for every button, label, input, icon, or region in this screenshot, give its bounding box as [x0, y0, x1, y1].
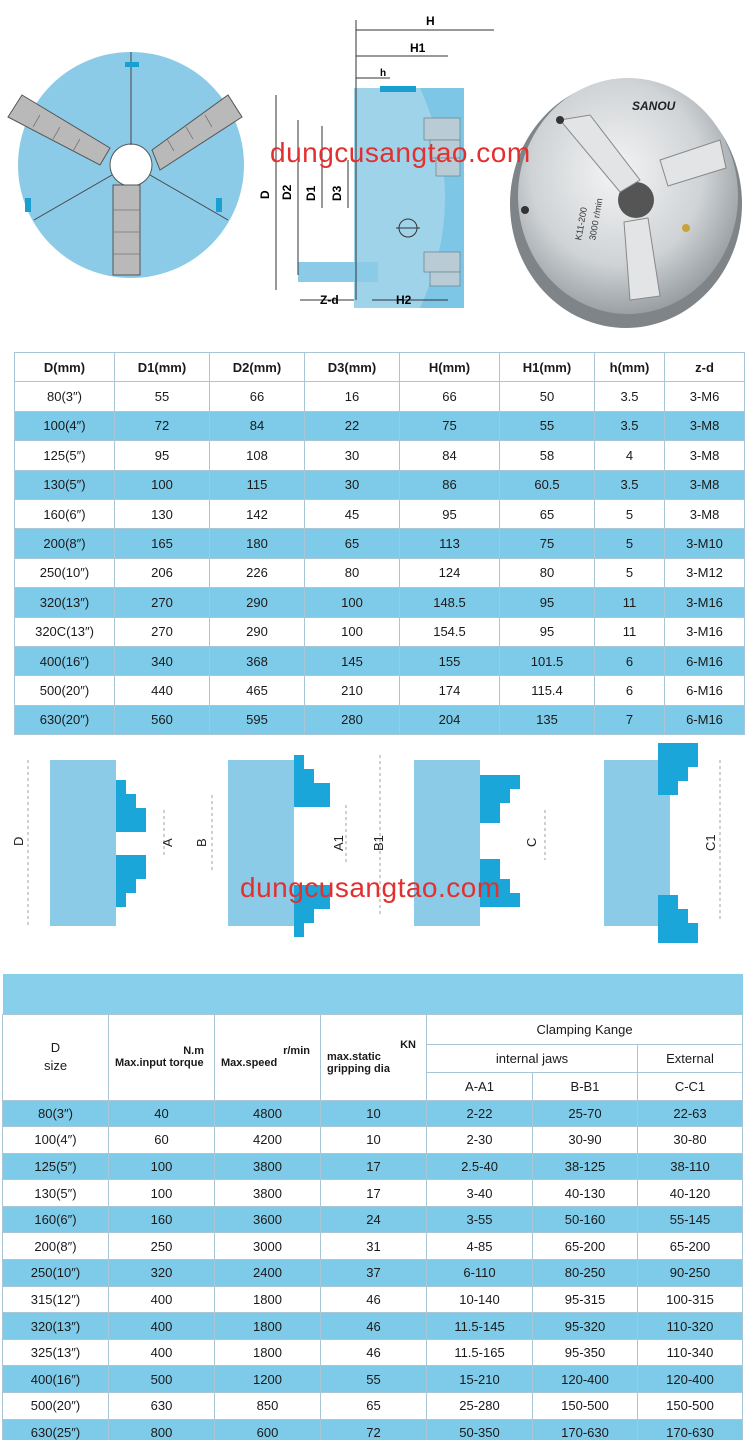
- table-cell: 15-210: [427, 1366, 533, 1393]
- header-grip-unit: KN: [400, 1039, 416, 1051]
- table-cell: 120-400: [638, 1366, 743, 1393]
- table-row: [15, 529, 745, 558]
- table-cell: 95-350: [533, 1339, 638, 1366]
- header-torque-unit: N.m: [183, 1045, 204, 1057]
- table-cell: 3800: [215, 1153, 321, 1180]
- table-cell: 6-M16: [665, 676, 745, 705]
- jaw-label-C1: C1: [703, 834, 718, 851]
- table-cell: 120-400: [533, 1366, 638, 1393]
- table-cell: 65-200: [533, 1233, 638, 1260]
- table-cell: 40: [109, 1100, 215, 1127]
- table-cell: 100-315: [638, 1286, 743, 1313]
- table-cell: 84: [400, 441, 500, 470]
- header-clamping-range: Clamping Kange: [427, 1014, 743, 1044]
- table-cell: 66: [210, 382, 305, 411]
- table-cell: 200(8″): [15, 529, 115, 558]
- table-cell: 3.5: [595, 411, 665, 440]
- table-row: [15, 705, 745, 734]
- table-cell: 340: [115, 646, 210, 675]
- table-row: [15, 499, 745, 528]
- table-row: [15, 617, 745, 646]
- table-cell: 6: [595, 676, 665, 705]
- table-cell: 46: [321, 1339, 427, 1366]
- jaw-label-A: A: [160, 838, 175, 847]
- table-cell: 30: [305, 470, 400, 499]
- table-cell: 7: [595, 705, 665, 734]
- table-cell: 400: [109, 1339, 215, 1366]
- table-cell: 440: [115, 676, 210, 705]
- table-cell: 150-500: [533, 1393, 638, 1420]
- table-cell: 110-340: [638, 1339, 743, 1366]
- table-cell: 125(5″): [3, 1153, 109, 1180]
- table-cell: 2-30: [427, 1127, 533, 1154]
- table-row: [3, 1233, 743, 1260]
- jaw-label-B: B: [194, 838, 209, 847]
- table-cell: 95-315: [533, 1286, 638, 1313]
- table-cell: 174: [400, 676, 500, 705]
- table-cell: 10-140: [427, 1286, 533, 1313]
- table-cell: 368: [210, 646, 305, 675]
- table-cell: 40-120: [638, 1180, 743, 1207]
- table-cell: 160(6″): [3, 1206, 109, 1233]
- table-cell: 320C(13″): [15, 617, 115, 646]
- dim-label-H1: H1: [410, 41, 426, 55]
- jaw-label-D: D: [11, 836, 26, 846]
- header-torque: [109, 1014, 215, 1100]
- table-cell: 95: [400, 499, 500, 528]
- table-cell: 3-M8: [665, 411, 745, 440]
- table-cell: 180: [210, 529, 305, 558]
- table-cell: 3-M16: [665, 617, 745, 646]
- watermark-middle: dungcusangtao.com: [240, 872, 501, 903]
- table-cell: 400: [109, 1313, 215, 1340]
- table-cell: 320(13″): [15, 588, 115, 617]
- dim-label-h: h: [380, 68, 387, 79]
- table-cell: 4-85: [427, 1233, 533, 1260]
- table-cell: 500: [109, 1366, 215, 1393]
- table-cell: 165: [115, 529, 210, 558]
- table-cell: 400: [109, 1286, 215, 1313]
- table-cell: 148.5: [400, 588, 500, 617]
- table-cell: 80: [500, 558, 595, 587]
- table-cell: 65: [500, 499, 595, 528]
- table-cell: 100: [109, 1180, 215, 1207]
- table-cell: 630(20″): [15, 705, 115, 734]
- table-cell: 10: [321, 1127, 427, 1154]
- table-row: [3, 1127, 743, 1154]
- table-cell: 850: [215, 1393, 321, 1420]
- table-row: [3, 1260, 743, 1287]
- clamp-header-row-1: [3, 1014, 743, 1044]
- header-speed: [215, 1014, 321, 1100]
- spec-header-cell: H1(mm): [500, 353, 595, 382]
- chuck-engraving-2: 3000 r/min: [587, 197, 605, 242]
- table-cell: 86: [400, 470, 500, 499]
- header-a-a1: A-A1: [427, 1072, 533, 1100]
- table-cell: 1800: [215, 1286, 321, 1313]
- spec-table-body: [15, 382, 745, 735]
- table-cell: 10: [321, 1100, 427, 1127]
- table-row: [15, 646, 745, 675]
- table-cell: 250(10″): [3, 1260, 109, 1287]
- table-row: [15, 441, 745, 470]
- table-cell: 800: [109, 1419, 215, 1440]
- table-cell: 3.5: [595, 470, 665, 499]
- table-cell: 270: [115, 588, 210, 617]
- table-cell: 17: [321, 1180, 427, 1207]
- table-cell: 80-250: [533, 1260, 638, 1287]
- jaw-label-B1: B1: [371, 835, 386, 851]
- dim-label-D1: D1: [304, 185, 318, 201]
- table-cell: 11: [595, 617, 665, 646]
- table-cell: 3-40: [427, 1180, 533, 1207]
- table-cell: 154.5: [400, 617, 500, 646]
- table-cell: 11: [595, 588, 665, 617]
- spec-header-cell: H(mm): [400, 353, 500, 382]
- table-cell: 30: [305, 441, 400, 470]
- clamp-table: [2, 974, 743, 1440]
- table-cell: 160: [109, 1206, 215, 1233]
- table-cell: 100: [115, 470, 210, 499]
- table-cell: 46: [321, 1286, 427, 1313]
- table-cell: 115: [210, 470, 305, 499]
- table-cell: 80(3″): [15, 382, 115, 411]
- table-cell: 170-630: [638, 1419, 743, 1440]
- header-grip-label: max.static gripping dia: [327, 1051, 390, 1075]
- table-cell: 5: [595, 558, 665, 587]
- table-cell: 3-55: [427, 1206, 533, 1233]
- table-cell: 500(20″): [3, 1393, 109, 1420]
- table-cell: 100(4″): [15, 411, 115, 440]
- chuck-front-view: [8, 52, 244, 278]
- table-cell: 100(4″): [3, 1127, 109, 1154]
- table-cell: 45: [305, 499, 400, 528]
- table-cell: 125(5″): [15, 441, 115, 470]
- table-cell: 250(10″): [15, 558, 115, 587]
- table-cell: 3-M8: [665, 499, 745, 528]
- table-cell: 101.5: [500, 646, 595, 675]
- top-drawings: [0, 0, 746, 345]
- table-cell: 3000: [215, 1233, 321, 1260]
- table-row: [15, 411, 745, 440]
- table-cell: 30-80: [638, 1127, 743, 1154]
- table-cell: 4: [595, 441, 665, 470]
- spec-table: [14, 352, 745, 735]
- table-cell: 5: [595, 529, 665, 558]
- header-torque-label: Max.input torque: [115, 1057, 204, 1069]
- table-cell: 100: [109, 1153, 215, 1180]
- table-row: [3, 1206, 743, 1233]
- table-cell: 465: [210, 676, 305, 705]
- table-cell: 25-70: [533, 1100, 638, 1127]
- watermark-top: dungcusangtao.com: [270, 137, 531, 168]
- header-size-d: D: [50, 1040, 61, 1055]
- jaw-label-A1: A1: [331, 835, 346, 851]
- dim-label-D3: D3: [330, 185, 344, 201]
- table-cell: 16: [305, 382, 400, 411]
- table-cell: 1200: [215, 1366, 321, 1393]
- chuck-engraving: K11-200: [573, 206, 589, 242]
- table-cell: 145: [305, 646, 400, 675]
- table-cell: 3-M6: [665, 382, 745, 411]
- table-cell: 210: [305, 676, 400, 705]
- table-cell: 6-M16: [665, 705, 745, 734]
- spec-header-cell: D3(mm): [305, 353, 400, 382]
- table-cell: 66: [400, 382, 500, 411]
- table-row: [3, 1180, 743, 1207]
- table-cell: 3-M10: [665, 529, 745, 558]
- table-cell: 200(8″): [3, 1233, 109, 1260]
- table-cell: 560: [115, 705, 210, 734]
- table-cell: 290: [210, 588, 305, 617]
- table-row: [15, 676, 745, 705]
- table-cell: 130: [115, 499, 210, 528]
- clamp-table-band: [3, 974, 743, 1014]
- table-cell: 113: [400, 529, 500, 558]
- table-cell: 400(16″): [15, 646, 115, 675]
- table-cell: 37: [321, 1260, 427, 1287]
- table-cell: 270: [115, 617, 210, 646]
- table-cell: 630: [109, 1393, 215, 1420]
- table-cell: 72: [321, 1419, 427, 1440]
- table-row: [15, 470, 745, 499]
- table-cell: 25-280: [427, 1393, 533, 1420]
- jaw-diagrams-svg: [0, 735, 746, 960]
- table-cell: 3-M16: [665, 588, 745, 617]
- chuck-photo: [510, 78, 742, 328]
- table-cell: 250: [109, 1233, 215, 1260]
- table-cell: 142: [210, 499, 305, 528]
- table-row: [3, 1419, 743, 1440]
- chuck-brand: SANOU: [632, 99, 676, 113]
- jaw-label-C: C: [524, 837, 539, 847]
- table-cell: 280: [305, 705, 400, 734]
- table-cell: 55-145: [638, 1206, 743, 1233]
- table-cell: 100: [305, 617, 400, 646]
- table-cell: 3-M12: [665, 558, 745, 587]
- dim-label-D: D: [258, 190, 272, 199]
- table-cell: 160(6″): [15, 499, 115, 528]
- dim-label-D2: D2: [280, 184, 294, 200]
- table-cell: 22-63: [638, 1100, 743, 1127]
- table-cell: 630(25″): [3, 1419, 109, 1440]
- table-cell: 2400: [215, 1260, 321, 1287]
- table-cell: 55: [500, 411, 595, 440]
- table-cell: 595: [210, 705, 305, 734]
- table-row: [15, 382, 745, 411]
- table-cell: 95: [115, 441, 210, 470]
- table-cell: 80: [305, 558, 400, 587]
- table-cell: 65-200: [638, 1233, 743, 1260]
- table-cell: 38-110: [638, 1153, 743, 1180]
- header-internal-jaws: internal jaws: [427, 1044, 638, 1072]
- table-cell: 75: [500, 529, 595, 558]
- table-cell: 24: [321, 1206, 427, 1233]
- table-cell: 50-350: [427, 1419, 533, 1440]
- table-cell: 3-M8: [665, 441, 745, 470]
- table-cell: 95: [500, 588, 595, 617]
- table-cell: 58: [500, 441, 595, 470]
- table-cell: 95: [500, 617, 595, 646]
- jaw-diagram-4: [604, 743, 698, 943]
- table-cell: 150-500: [638, 1393, 743, 1420]
- jaw-diagram-2: [228, 755, 330, 937]
- table-cell: 155: [400, 646, 500, 675]
- table-cell: 3600: [215, 1206, 321, 1233]
- table-cell: 75: [400, 411, 500, 440]
- header-speed-label: Max.speed: [221, 1057, 278, 1069]
- table-cell: 55: [115, 382, 210, 411]
- table-cell: 2.5-40: [427, 1153, 533, 1180]
- spec-header-cell: D(mm): [15, 353, 115, 382]
- header-speed-unit: r/min: [283, 1045, 310, 1057]
- table-cell: 60.5: [500, 470, 595, 499]
- table-cell: 84: [210, 411, 305, 440]
- spec-header-row: [15, 353, 745, 382]
- table-cell: 6-M16: [665, 646, 745, 675]
- table-cell: 22: [305, 411, 400, 440]
- table-row: [3, 1313, 743, 1340]
- table-cell: 3.5: [595, 382, 665, 411]
- table-row: [3, 1286, 743, 1313]
- table-cell: 40-130: [533, 1180, 638, 1207]
- table-cell: 50-160: [533, 1206, 638, 1233]
- table-cell: 95-320: [533, 1313, 638, 1340]
- table-cell: 65: [305, 529, 400, 558]
- table-cell: 55: [321, 1366, 427, 1393]
- table-cell: 72: [115, 411, 210, 440]
- table-cell: 1800: [215, 1339, 321, 1366]
- table-cell: 80(3″): [3, 1100, 109, 1127]
- table-cell: 1800: [215, 1313, 321, 1340]
- table-cell: 315(12″): [3, 1286, 109, 1313]
- table-cell: 325(13″): [3, 1339, 109, 1366]
- table-row: [3, 1100, 743, 1127]
- dim-label-Zd: Z-d: [320, 293, 339, 307]
- table-cell: 135: [500, 705, 595, 734]
- table-cell: 30-90: [533, 1127, 638, 1154]
- table-cell: 206: [115, 558, 210, 587]
- header-grip: [321, 1014, 427, 1100]
- table-cell: 130(5″): [15, 470, 115, 499]
- table-cell: 320(13″): [3, 1313, 109, 1340]
- table-cell: 320: [109, 1260, 215, 1287]
- table-cell: 65: [321, 1393, 427, 1420]
- table-row: [3, 1393, 743, 1420]
- table-cell: 500(20″): [15, 676, 115, 705]
- table-cell: 170-630: [533, 1419, 638, 1440]
- table-cell: 4800: [215, 1100, 321, 1127]
- table-cell: 2-22: [427, 1100, 533, 1127]
- dim-label-H: H: [426, 14, 435, 28]
- table-row: [3, 1153, 743, 1180]
- table-cell: 6: [595, 646, 665, 675]
- table-row: [3, 1366, 743, 1393]
- header-size-label: size: [43, 1058, 68, 1073]
- table-cell: 115.4: [500, 676, 595, 705]
- dim-label-H2: H2: [396, 293, 412, 307]
- spec-header-cell: h(mm): [595, 353, 665, 382]
- spec-header-cell: z-d: [665, 353, 745, 382]
- spec-header-cell: D1(mm): [115, 353, 210, 382]
- table-cell: 11.5-165: [427, 1339, 533, 1366]
- table-cell: 38-125: [533, 1153, 638, 1180]
- header-size: [3, 1014, 109, 1100]
- header-b-b1: B-B1: [533, 1072, 638, 1100]
- clamp-table-body: [3, 1100, 743, 1440]
- table-cell: 46: [321, 1313, 427, 1340]
- table-cell: 3800: [215, 1180, 321, 1207]
- jaw-diagram-1: [50, 760, 146, 926]
- table-cell: 600: [215, 1419, 321, 1440]
- table-cell: 50: [500, 382, 595, 411]
- table-cell: 3-M8: [665, 470, 745, 499]
- table-cell: 124: [400, 558, 500, 587]
- table-cell: 31: [321, 1233, 427, 1260]
- table-cell: 108: [210, 441, 305, 470]
- table-cell: 6-110: [427, 1260, 533, 1287]
- table-cell: 226: [210, 558, 305, 587]
- table-cell: 17: [321, 1153, 427, 1180]
- table-row: [3, 1339, 743, 1366]
- table-cell: 4200: [215, 1127, 321, 1154]
- header-external: External: [638, 1044, 743, 1072]
- spec-header-cell: D2(mm): [210, 353, 305, 382]
- table-cell: 100: [305, 588, 400, 617]
- chuck-drawings-svg: [0, 0, 746, 345]
- table-cell: 130(5″): [3, 1180, 109, 1207]
- table-row: [15, 588, 745, 617]
- table-cell: 400(16″): [3, 1366, 109, 1393]
- table-cell: 60: [109, 1127, 215, 1154]
- jaw-diagrams: [0, 735, 746, 960]
- table-row: [15, 558, 745, 587]
- table-cell: 290: [210, 617, 305, 646]
- table-cell: 204: [400, 705, 500, 734]
- table-cell: 11.5-145: [427, 1313, 533, 1340]
- table-cell: 5: [595, 499, 665, 528]
- table-cell: 110-320: [638, 1313, 743, 1340]
- header-c-c1: C-C1: [638, 1072, 743, 1100]
- table-cell: 90-250: [638, 1260, 743, 1287]
